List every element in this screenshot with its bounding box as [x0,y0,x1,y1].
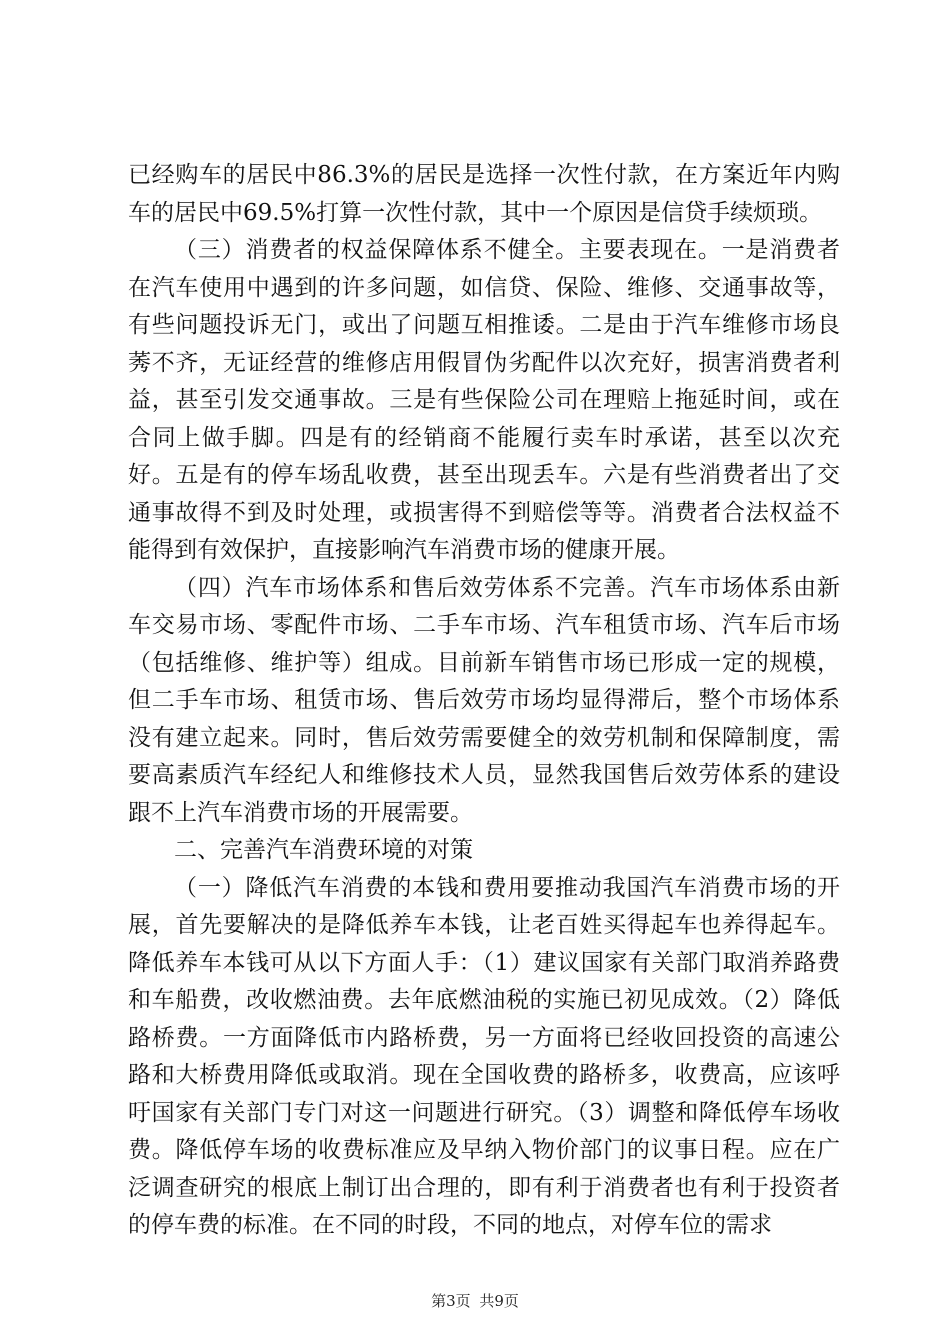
section-heading: 二、完善汽车消费环境的对策 [174,837,473,863]
paragraph-consumer-rights: （三）消费者的权益保障体系不健全。主要表现在。一是消费者在汽车使用中遇到的许多问题，如信贷、保险、维修、交通事故等，有些问题投诉无门，或出了问题互相推诿。二是由于汽车维修市场良莠不齐，无证经营的维修店用假冒伪劣配件以次充好，损害消费者利益，甚至引发交通事故。三是有些保险公司在理赔上拖延时间，或在合同上做手脚。四是有的经销商不能履行卖车时承诺，甚至以次充好。五是有的停车场乱收费，甚至出现丢车。六是有些消费者出了交通事故得不到及时处理，或损害得不到赔偿等等。消费者合法权益不能得到有效保护，直接影响汽车消费市场的健康开展。 [128,237,840,563]
paragraph-market-system: （四）汽车市场体系和售后效劳体系不完善。汽车市场体系由新车交易市场、零配件市场、二手车市场、汽车租赁市场、汽车后市场（包括维修、维护等）组成。目前新车销售市场已形成一定的规模，但二手车市场、租赁市场、售后效劳市场均显得滞后，整个市场体系没有建立起来。同时，售后效劳需要健全的效劳机制和保障制度，需要高素质汽车经纪人和维修技术人员，显然我国售后效劳体系的建设跟不上汽车消费市场的开展需要。 [128,574,840,826]
document-body [128,157,840,1245]
paragraph-continuation: 已经购车的居民中86.3%的居民是选择一次性付款，在方案近年内购车的居民中69.5%打算一次性付款，其中一个原因是信贷手续烦琐。 [128,162,840,226]
page-footer [0,1290,950,1311]
page-total: 共9页 [479,1292,519,1310]
paragraph-cost-reduction: （一）降低汽车消费的本钱和费用要推动我国汽车消费市场的开展，首先要解决的是降低养车本钱，让老百姓买得起车也养得起车。降低养车本钱可从以下方面人手：（1）建议国家有关部门取消养路费和车船费，改收燃油费。去年底燃油税的实施已初见成效。（2）降低路桥费。一方面降低市内路桥费，另一方面将已经收回投资的高速公路和大桥费用降低或取消。现在全国收费的路桥多，收费高，应该呼吁国家有关部门专门对这一问题进行研究。（3）调整和降低停车场收费。降低停车场的收费标准应及早纳入物价部门的议事日程。应在广泛调查研究的根底上制订出合理的，即有利于消费者也有利于投资者的停车费的标准。在不同的时段，不同的地点，对停车位的需求 [128,874,840,1238]
page-number: 第3页 [431,1292,471,1310]
